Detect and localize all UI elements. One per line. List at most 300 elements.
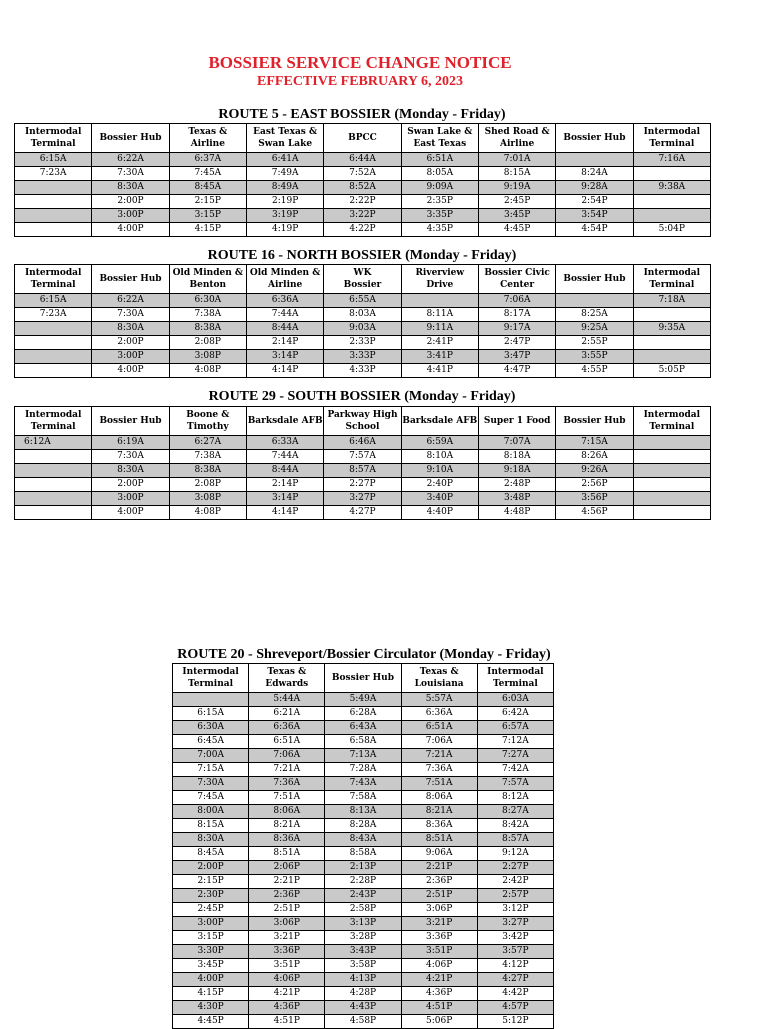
time-cell: 4:12P (477, 959, 553, 973)
column-header (401, 265, 478, 294)
time-cell: 4:36P (401, 987, 477, 1001)
time-cell: 6:37A (169, 153, 246, 167)
column-header (169, 265, 246, 294)
time-cell: 7:12A (477, 735, 553, 749)
column-header (401, 124, 478, 153)
time-cell: 7:45A (173, 791, 249, 805)
time-cell: 3:36P (401, 931, 477, 945)
time-cell: 7:06A (478, 294, 555, 308)
time-cell: 3:00P (92, 492, 169, 506)
time-cell: 7:21A (249, 763, 325, 777)
column-header (633, 265, 710, 294)
time-cell: 7:51A (401, 777, 477, 791)
time-cell: 4:06P (401, 959, 477, 973)
time-cell: 3:12P (477, 903, 553, 917)
time-cell: 8:03A (324, 308, 401, 322)
time-cell: 8:52A (324, 181, 401, 195)
time-cell: 3:45P (478, 209, 555, 223)
time-cell: 4:14P (246, 506, 323, 520)
time-cell: 7:38A (169, 308, 246, 322)
time-cell: 2:21P (401, 861, 477, 875)
time-cell: 6:03A (477, 693, 553, 707)
route-20-table (172, 663, 554, 1029)
column-header (324, 265, 401, 294)
table-row (15, 450, 711, 464)
time-cell: 7:06A (401, 735, 477, 749)
table-row (173, 945, 554, 959)
time-cell (15, 350, 92, 364)
time-cell: 4:40P (401, 506, 478, 520)
time-cell: 7:52A (324, 167, 401, 181)
time-cell: 3:00P (92, 350, 169, 364)
time-cell: 4:42P (477, 987, 553, 1001)
time-cell: 9:28A (556, 181, 633, 195)
time-cell: 5:57A (401, 693, 477, 707)
time-cell (556, 153, 633, 167)
column-header-text: Airline (500, 139, 535, 149)
time-cell: 3:48P (478, 492, 555, 506)
time-cell: 3:51P (401, 945, 477, 959)
time-cell: 2:35P (401, 195, 478, 209)
time-cell: 8:36A (249, 833, 325, 847)
time-cell: 3:33P (324, 350, 401, 364)
time-cell: 8:30A (92, 464, 169, 478)
column-header-text: East Texas & (253, 127, 318, 137)
time-cell: 2:47P (478, 336, 555, 350)
time-cell: 3:51P (249, 959, 325, 973)
table-row (173, 805, 554, 819)
time-cell: 8:26A (556, 450, 633, 464)
time-cell: 6:22A (92, 153, 169, 167)
time-cell: 6:30A (173, 721, 249, 735)
time-cell (633, 478, 710, 492)
column-header (92, 265, 169, 294)
time-cell: 6:36A (246, 294, 323, 308)
column-header-text: Bossier Hub (99, 133, 162, 143)
time-cell: 2:51P (249, 903, 325, 917)
column-header-text: Bossier Hub (99, 274, 162, 284)
column-header-text: Old Minden & (172, 268, 244, 278)
time-cell: 4:14P (246, 364, 323, 378)
time-cell: 7:49A (246, 167, 323, 181)
column-header (15, 407, 92, 436)
column-header-text: Intermodal (487, 667, 544, 677)
time-cell: 4:00P (173, 973, 249, 987)
time-cell: 4:47P (478, 364, 555, 378)
column-header (556, 407, 633, 436)
column-header-text: Intermodal (24, 127, 82, 137)
time-cell (633, 308, 710, 322)
time-cell: 6:22A (92, 294, 169, 308)
time-cell: 3:28P (325, 931, 401, 945)
time-cell: 4:41P (401, 364, 478, 378)
time-cell: 6:36A (401, 707, 477, 721)
column-header (169, 407, 246, 436)
time-cell: 4:08P (169, 506, 246, 520)
time-cell: 3:06P (249, 917, 325, 931)
time-cell: 3:14P (246, 350, 323, 364)
time-cell: 2:42P (477, 875, 553, 889)
time-cell: 6:15A (15, 294, 92, 308)
time-cell: 6:36A (249, 721, 325, 735)
time-cell: 8:15A (173, 819, 249, 833)
time-cell: 2:58P (325, 903, 401, 917)
column-header-text: Intermodal (24, 268, 82, 278)
time-cell: 8:51A (401, 833, 477, 847)
time-cell: 9:03A (324, 322, 401, 336)
table-row (173, 777, 554, 791)
column-header-text: Benton (189, 280, 227, 290)
time-cell: 8:42A (477, 819, 553, 833)
time-cell: 4:45P (478, 223, 555, 237)
header-row (173, 664, 554, 693)
route-20-title: ROUTE 20 - Shreveport/Bossier Circulator (Monday - Friday) (177, 647, 551, 662)
time-cell: 3:41P (401, 350, 478, 364)
column-header-text: Texas & (188, 127, 228, 137)
table-row (15, 181, 711, 195)
column-header (324, 407, 401, 436)
column-header-text: Timothy (187, 422, 229, 432)
time-cell (633, 464, 710, 478)
time-cell: 5:49A (325, 693, 401, 707)
time-cell: 6:51A (401, 721, 477, 735)
time-cell: 8:12A (477, 791, 553, 805)
column-header-text: Texas & (267, 667, 307, 677)
column-header (401, 407, 478, 436)
time-cell: 7:57A (477, 777, 553, 791)
table-row (15, 322, 711, 336)
table-row (173, 987, 554, 1001)
time-cell: 2:56P (556, 478, 633, 492)
time-cell: 2:06P (249, 861, 325, 875)
time-cell: 4:45P (173, 1015, 249, 1029)
time-cell: 2:08P (169, 478, 246, 492)
time-cell: 9:35A (633, 322, 710, 336)
time-cell: 7:27A (477, 749, 553, 763)
table-row (173, 707, 554, 721)
time-cell: 3:08P (169, 350, 246, 364)
time-cell: 9:26A (556, 464, 633, 478)
time-cell: 7:30A (92, 167, 169, 181)
time-cell: 7:57A (324, 450, 401, 464)
column-header-text: East Texas (413, 139, 467, 149)
column-header-text: Swan Lake & (407, 127, 473, 137)
time-cell (633, 336, 710, 350)
time-cell: 9:09A (401, 181, 478, 195)
time-cell: 2:13P (325, 861, 401, 875)
table-row (173, 721, 554, 735)
time-cell: 8:15A (478, 167, 555, 181)
time-cell: 7:42A (477, 763, 553, 777)
column-header (633, 124, 710, 153)
time-cell: 8:30A (92, 322, 169, 336)
time-cell: 4:00P (92, 223, 169, 237)
time-cell: 4:28P (325, 987, 401, 1001)
time-cell: 7:30A (173, 777, 249, 791)
time-cell: 3:30P (173, 945, 249, 959)
time-cell (633, 492, 710, 506)
time-cell: 6:19A (92, 436, 169, 450)
time-cell: 2:22P (324, 195, 401, 209)
table-row (173, 693, 554, 707)
column-header (478, 407, 555, 436)
table-row (173, 889, 554, 903)
time-cell: 4:51P (401, 1001, 477, 1015)
column-header (92, 124, 169, 153)
header-row (15, 265, 711, 294)
time-cell: 8:25A (556, 308, 633, 322)
time-cell: 9:10A (401, 464, 478, 478)
time-cell: 7:06A (249, 749, 325, 763)
time-cell (15, 336, 92, 350)
time-cell: 7:51A (249, 791, 325, 805)
time-cell: 7:15A (173, 763, 249, 777)
time-cell: 8:18A (478, 450, 555, 464)
column-header-text: Intermodal (643, 410, 701, 420)
column-header-text: Louisiana (414, 679, 464, 689)
time-cell: 8:05A (401, 167, 478, 181)
table-row (173, 847, 554, 861)
time-cell: 7:21A (401, 749, 477, 763)
time-cell: 6:46A (324, 436, 401, 450)
time-cell: 2:00P (173, 861, 249, 875)
time-cell (633, 506, 710, 520)
table-row (15, 153, 711, 167)
column-header-text: Bossier Civic (484, 268, 550, 278)
column-header (556, 265, 633, 294)
time-cell (173, 693, 249, 707)
table-row (173, 973, 554, 987)
time-cell (15, 181, 92, 195)
column-header-text: Super 1 Food (483, 416, 551, 426)
time-cell: 3:35P (401, 209, 478, 223)
column-header-text: Terminal (30, 139, 76, 149)
time-cell: 8:13A (325, 805, 401, 819)
time-cell: 5:05P (633, 364, 710, 378)
time-cell: 3:36P (249, 945, 325, 959)
column-header-text: Drive (426, 280, 454, 290)
time-cell: 3:57P (477, 945, 553, 959)
time-cell: 8:00A (173, 805, 249, 819)
column-header-text: Airline (190, 139, 225, 149)
time-cell: 2:00P (92, 336, 169, 350)
time-cell: 4:35P (401, 223, 478, 237)
time-cell: 3:42P (477, 931, 553, 945)
time-cell: 3:13P (325, 917, 401, 931)
table-row (173, 1015, 554, 1029)
time-cell: 4:43P (325, 1001, 401, 1015)
table-row (173, 931, 554, 945)
time-cell: 8:21A (401, 805, 477, 819)
time-cell: 7:45A (169, 167, 246, 181)
time-cell (556, 294, 633, 308)
header-row (15, 407, 711, 436)
time-cell: 8:21A (249, 819, 325, 833)
table-row (15, 464, 711, 478)
column-header-text: Swan Lake (258, 139, 313, 149)
time-cell: 5:04P (633, 223, 710, 237)
time-cell: 3:27P (324, 492, 401, 506)
time-cell: 3:15P (169, 209, 246, 223)
time-cell: 4:27P (324, 506, 401, 520)
time-cell: 6:51A (401, 153, 478, 167)
time-cell: 2:30P (173, 889, 249, 903)
time-cell: 3:14P (246, 492, 323, 506)
time-cell: 8:38A (169, 464, 246, 478)
time-cell (15, 223, 92, 237)
time-cell: 4:22P (324, 223, 401, 237)
time-cell: 2:21P (249, 875, 325, 889)
time-cell (15, 195, 92, 209)
time-cell: 4:48P (478, 506, 555, 520)
time-cell (633, 209, 710, 223)
time-cell: 8:10A (401, 450, 478, 464)
time-cell: 2:14P (246, 478, 323, 492)
time-cell: 4:00P (92, 506, 169, 520)
time-cell: 6:55A (324, 294, 401, 308)
route-5-table (14, 123, 711, 237)
table-row (15, 436, 711, 450)
time-cell: 2:27P (324, 478, 401, 492)
column-header-text: Bossier (343, 280, 382, 290)
time-cell: 4:15P (173, 987, 249, 1001)
time-cell: 7:58A (325, 791, 401, 805)
time-cell: 6:33A (246, 436, 323, 450)
column-header (246, 407, 323, 436)
time-cell: 2:57P (477, 889, 553, 903)
column-header-text: Texas & (419, 667, 459, 677)
time-cell: 8:45A (169, 181, 246, 195)
effective-date: EFFECTIVE FEBRUARY 6, 2023 (257, 74, 463, 89)
column-header-text: Terminal (30, 422, 76, 432)
time-cell: 7:44A (246, 450, 323, 464)
time-cell: 9:12A (477, 847, 553, 861)
time-cell (15, 492, 92, 506)
table-row (15, 294, 711, 308)
route-16-title: ROUTE 16 - NORTH BOSSIER (Monday - Friday) (207, 248, 517, 263)
time-cell: 8:44A (246, 464, 323, 478)
time-cell: 2:19P (246, 195, 323, 209)
time-cell: 9:11A (401, 322, 478, 336)
time-cell: 3:21P (249, 931, 325, 945)
time-cell (15, 464, 92, 478)
time-cell: 7:38A (169, 450, 246, 464)
time-cell: 4:36P (249, 1001, 325, 1015)
time-cell: 3:22P (324, 209, 401, 223)
time-cell: 8:44A (246, 322, 323, 336)
time-cell: 4:15P (169, 223, 246, 237)
column-header (249, 664, 325, 693)
time-cell: 8:28A (325, 819, 401, 833)
time-cell: 8:11A (401, 308, 478, 322)
column-header (246, 124, 323, 153)
time-cell: 8:57A (477, 833, 553, 847)
time-cell: 4:21P (401, 973, 477, 987)
time-cell (633, 167, 710, 181)
time-cell: 6:21A (249, 707, 325, 721)
table-row (173, 735, 554, 749)
time-cell (633, 450, 710, 464)
time-cell: 2:00P (92, 478, 169, 492)
time-cell: 8:43A (325, 833, 401, 847)
time-cell: 3:45P (173, 959, 249, 973)
time-cell: 3:00P (173, 917, 249, 931)
time-cell: 5:44A (249, 693, 325, 707)
time-cell: 8:17A (478, 308, 555, 322)
time-cell: 7:18A (633, 294, 710, 308)
column-header-text: Bossier Hub (331, 673, 395, 683)
time-cell (15, 209, 92, 223)
time-cell: 4:56P (556, 506, 633, 520)
column-header (173, 664, 249, 693)
time-cell: 7:23A (15, 308, 92, 322)
table-row (173, 749, 554, 763)
time-cell: 5:06P (401, 1015, 477, 1029)
column-header (324, 124, 401, 153)
time-cell: 2:00P (92, 195, 169, 209)
time-cell: 3:00P (92, 209, 169, 223)
time-cell: 7:30A (92, 308, 169, 322)
time-cell: 3:21P (401, 917, 477, 931)
time-cell: 5:12P (477, 1015, 553, 1029)
time-cell: 6:15A (173, 707, 249, 721)
time-cell: 3:47P (478, 350, 555, 364)
column-header-text: Parkway High (327, 410, 398, 420)
time-cell: 6:44A (324, 153, 401, 167)
route-29-title: ROUTE 29 - SOUTH BOSSIER (Monday - Friday) (208, 389, 516, 404)
table-row (15, 350, 711, 364)
time-cell: 8:45A (173, 847, 249, 861)
time-cell: 6:58A (325, 735, 401, 749)
time-cell: 7:30A (92, 450, 169, 464)
time-cell: 7:23A (15, 167, 92, 181)
route-29-table (14, 406, 711, 520)
time-cell: 7:15A (556, 436, 633, 450)
time-cell (15, 506, 92, 520)
time-cell: 6:59A (401, 436, 478, 450)
table-row (15, 364, 711, 378)
time-cell: 6:41A (246, 153, 323, 167)
column-header-text: Bossier Hub (563, 416, 626, 426)
time-cell: 3:56P (556, 492, 633, 506)
time-cell: 8:30A (92, 181, 169, 195)
column-header-text: Riverview (415, 268, 465, 278)
column-header-text: Intermodal (182, 667, 239, 677)
time-cell: 7:44A (246, 308, 323, 322)
time-cell: 6:15A (15, 153, 92, 167)
column-header-text: Bossier Hub (563, 133, 626, 143)
time-cell: 8:38A (169, 322, 246, 336)
time-cell: 6:45A (173, 735, 249, 749)
time-cell: 4:33P (324, 364, 401, 378)
time-cell: 4:27P (477, 973, 553, 987)
time-cell: 3:40P (401, 492, 478, 506)
time-cell: 2:41P (401, 336, 478, 350)
time-cell: 2:15P (173, 875, 249, 889)
time-cell: 8:30A (173, 833, 249, 847)
time-cell (401, 294, 478, 308)
time-cell: 9:25A (556, 322, 633, 336)
table-row (173, 1001, 554, 1015)
time-cell: 2:36P (249, 889, 325, 903)
time-cell: 6:28A (325, 707, 401, 721)
time-cell (633, 436, 710, 450)
table-row (173, 861, 554, 875)
column-header-text: Bossier Hub (563, 274, 626, 284)
time-cell: 3:55P (556, 350, 633, 364)
time-cell: 3:19P (246, 209, 323, 223)
time-cell: 4:08P (169, 364, 246, 378)
